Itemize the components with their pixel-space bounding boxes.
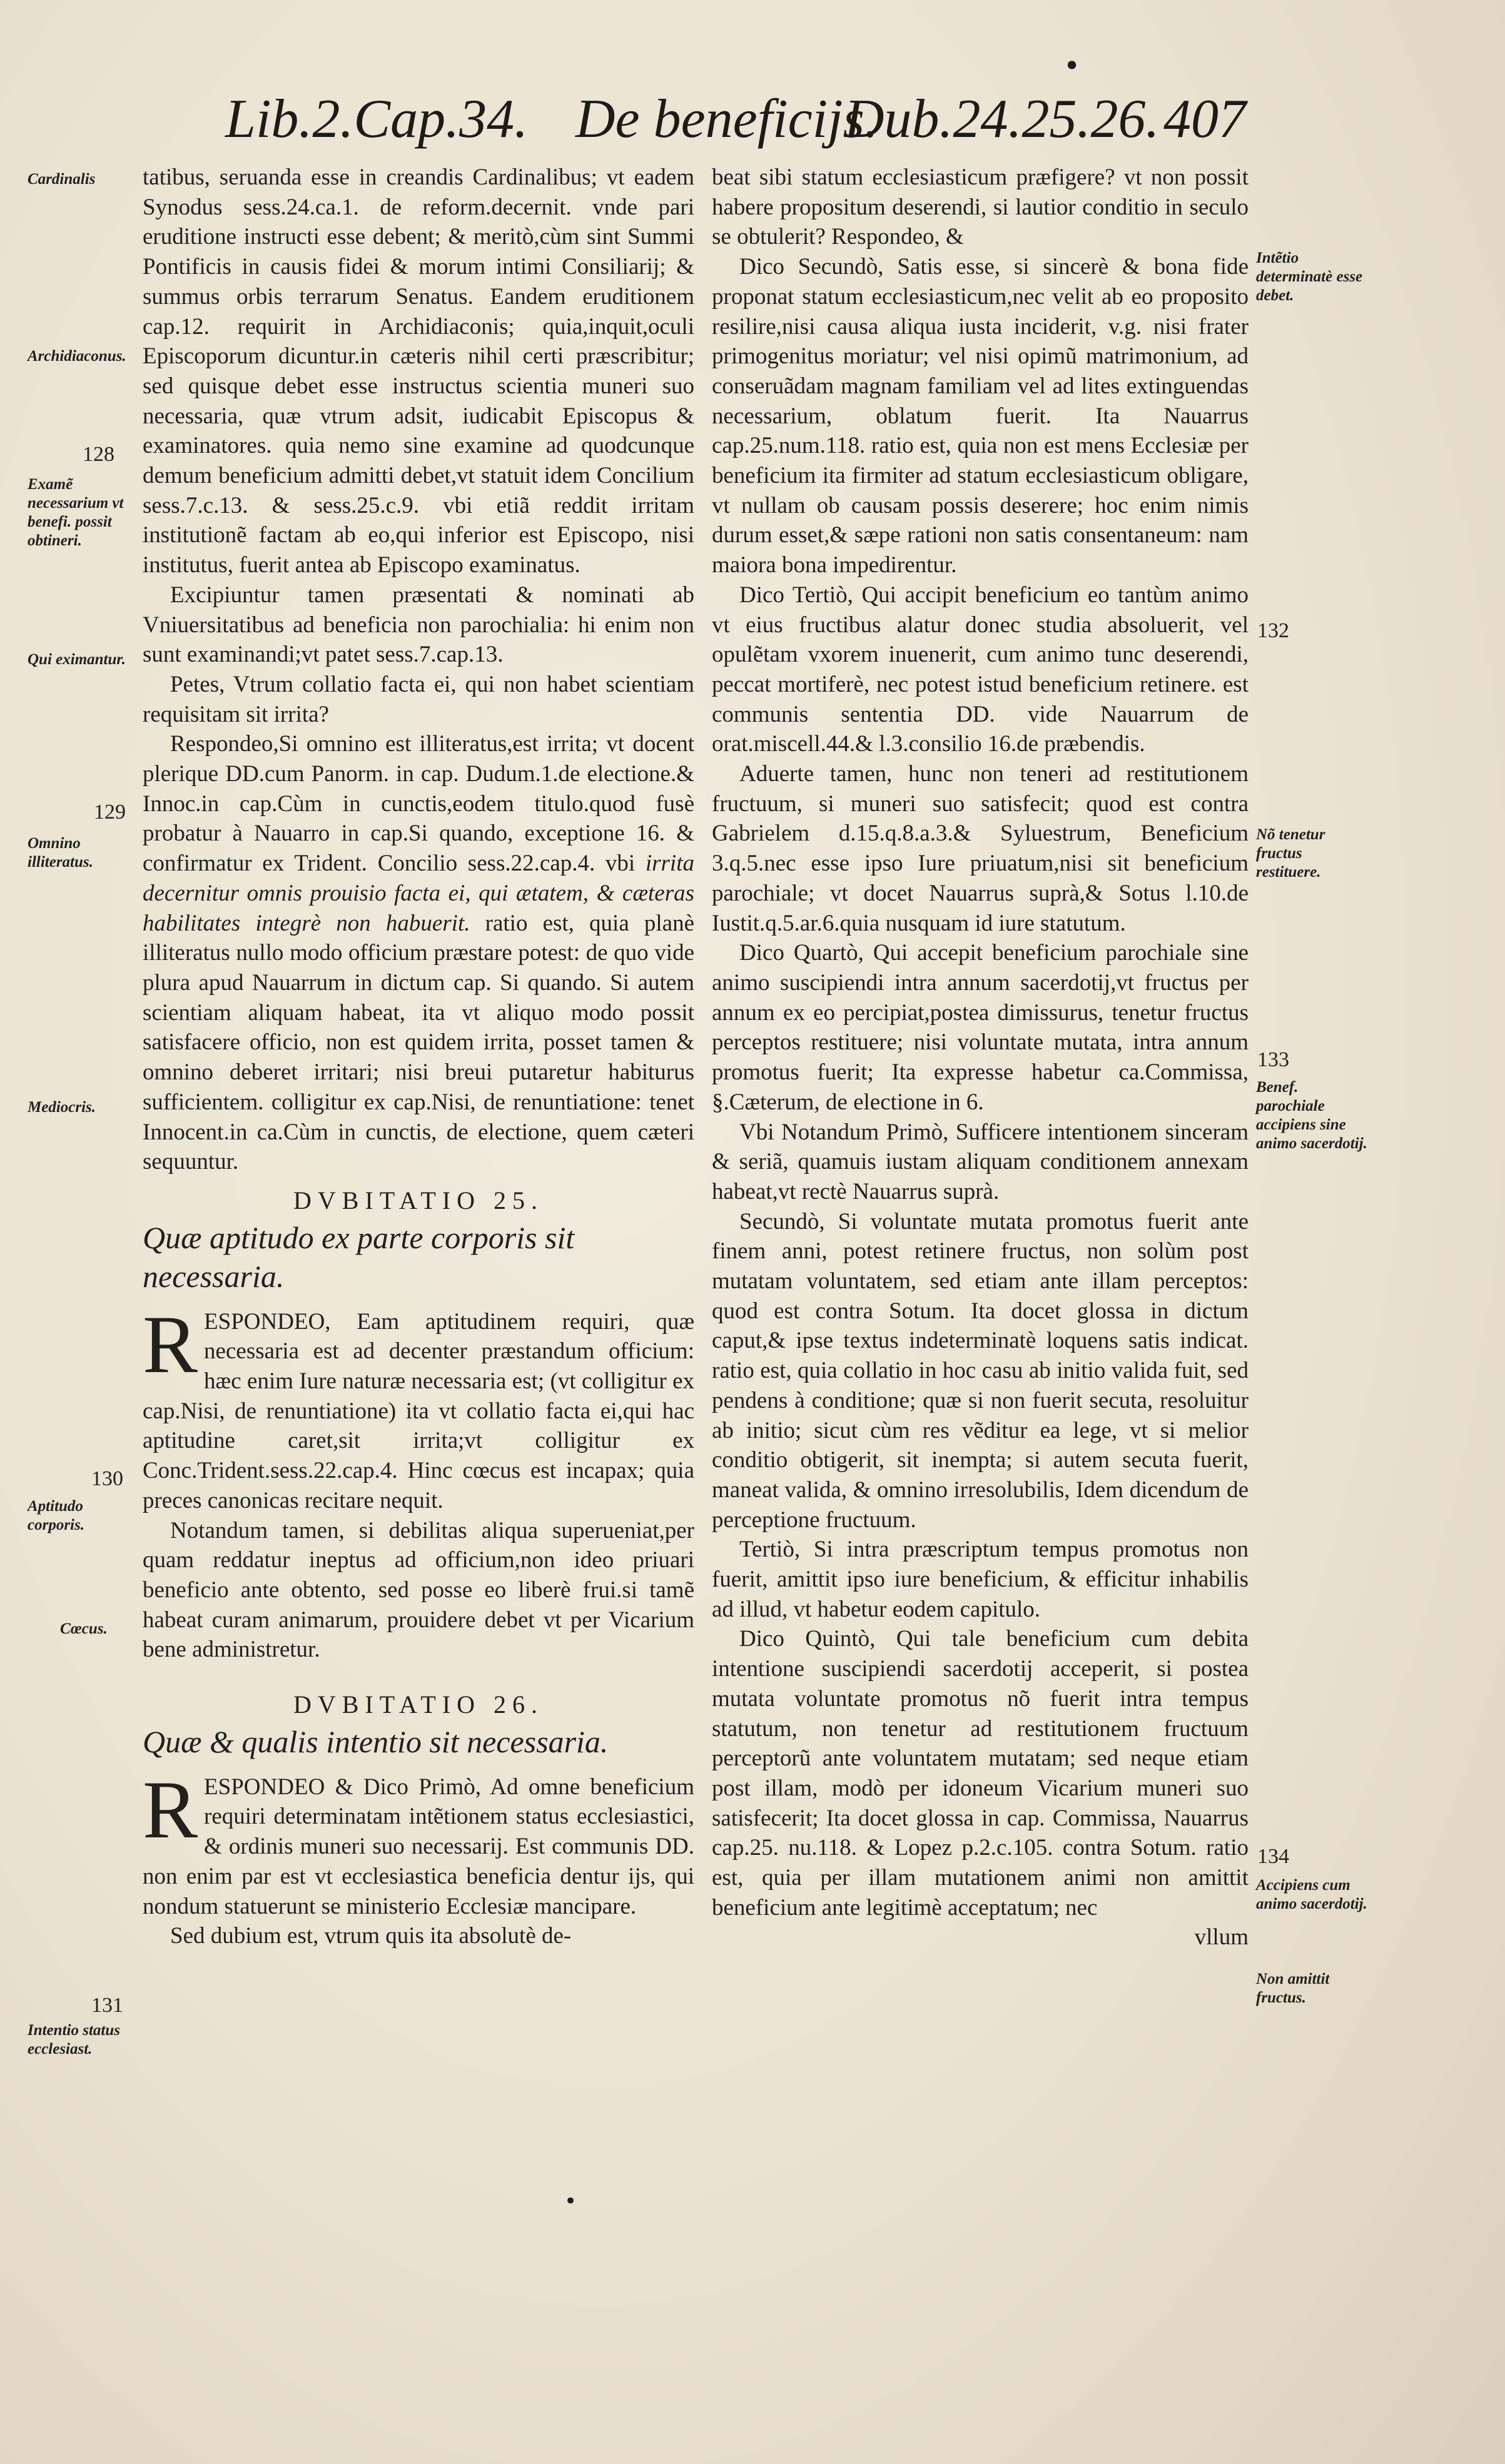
text-run: ESPONDEO, Eam aptitudinem requiri, quæ necessaria est ad decenter præstandum officium: hæc enim Iure naturæ necessaria est; (vt colligitur ex cap.Nisi, de renuntiatione) ita vt collatio facta ei,qui hac aptitudine caret,sit irrita;vt colligitur ex Conc.Trident.sess.22.cap.4. Hinc cœcus est incapax; quia preces canonicas recitare nequit. — [143, 1308, 694, 1513]
dubitatio-26-title: Quæ & qualis intentio sit necessaria. — [143, 1724, 609, 1759]
running-title: De beneficijs. — [575, 89, 878, 149]
paragraph: Dico Quintò, Qui tale beneficium cum debita intentione suscipiendi sacerdotij acceperit, si postea mutata voluntate promotus nõ fuerit intra tempus statutum, non tenetur ad restitutionem fructuum perceptorũ ante voluntatem mutatam; sed neque etiam post illam, modò per idoneum Vicarium muneri suo satisfecerit; Ita docet glossa in cap. Commissa, Nauarrus cap.25. nu.118. & Lopez p.2.c.105. contra Sotum. ratio est, quia per illam mutationem animi non amittit beneficium ante legitimè acceptatum; nec — [712, 1626, 1249, 1921]
margin-note: Qui eximantur. — [28, 651, 126, 668]
section-number: 133 — [1257, 1048, 1289, 1071]
section-number: 131 — [91, 1994, 123, 2017]
paragraph: Excipiuntur tamen præsentati & nominati ab Vniuersitatibus ad beneficia non parochialia: hi enim non sunt examinandi;vt patet sess.7.cap.13. — [143, 582, 694, 668]
paragraph: Vbi Notandum Primò, Sufficere intentionem sinceram & seriã, quamuis iustam aliquam conditionem annexam habeat,vt rectè Nauarrus suprà. — [712, 1119, 1249, 1204]
section-number: 129 — [94, 800, 126, 824]
catchword: vllum — [1194, 1924, 1249, 1951]
paragraph — [143, 1298, 694, 1516]
quotation: irrita decernitur omnis prouisio facta ei, qui ætatem, & cæteras habilitates integrè non habuerit. — [143, 851, 694, 936]
paragraph: Dico Quartò, Qui accepit beneficium parochiale sine animo suscipiendi intra annum sacerdotij,vt fructus per annum ex eo percipiat,postea dimissurus, tenetur fructus perceptos restituere; nisi voluntate mutata, intra annum promotus fuerit; Ita expresse habetur ca.Commissa, §.Cæterum, de electione in 6. — [712, 940, 1249, 1115]
margin-note: Cœcus. — [60, 1620, 108, 1637]
paragraph — [143, 729, 694, 1177]
margin-note: Mediocris. — [28, 1099, 96, 1116]
book-chapter: Lib.2.Cap.34. — [225, 89, 529, 149]
margin-note: Aptitudo corporis. — [28, 1498, 84, 1533]
margin-note: Accipiens cum animo sacerdotij. — [1256, 1877, 1367, 1912]
section-number: 134 — [1257, 1845, 1289, 1868]
text-run: ESPONDEO & Dico Primò, Ad omne beneficium requiri determinatam intẽtionem status ecclesiastici, & ordinis muneri suo necessarij. Est communis DD. non enim par est vt ecclesiastica beneficia dentur ijs, qui nondum statuerunt se ministerio Ecclesiæ mancipare. — [143, 1774, 694, 1919]
paragraph: beat sibi statum ecclesiasticum præfigere? vt non possit habere propositum deserendi, si lautior conditio in seculo se obtulerit? Respondeo, & — [712, 164, 1249, 250]
right-column — [712, 163, 1249, 1952]
margin-note: Intentio status ecclesiast. — [28, 2022, 120, 2058]
margin-note: Nõ tenetur fructus restituere. — [1256, 826, 1325, 881]
paragraph: Dico Secundò, Satis esse, si sincerè & bona fide proponat statum ecclesiasticum,nec velit ab eo proposito resilire,nisi causa aliqua iusta inciderit, v.g. nisi frater primogenitus moriatur; vel nisi opimũ matrimonium, ad conseruãdam magnam familiam vel ad lites extinguendas necessarium, oblatum fuerit. Ita Nauarrus cap.25.num.118. ratio est, quia non est mens Ecclesiæ per beneficium ita firmiter ad statum ecclesiasticum obligare, vt nullam ob causam possis deserere; hoc enim nimis durum esset,& sæpe rationi non satis consentaneum: nam maiora bona impedirentur. — [712, 254, 1249, 578]
margin-note: Non amittit fructus. — [1256, 1971, 1330, 2006]
margin-note: Benef. parochiale accipiens sine animo sacerdotij. — [1256, 1079, 1367, 1152]
text-run: Respondeo,Si omnino est illiteratus,est irrita; vt docent plerique DD.cum Panorm. in cap. Dudum.1.de electione.& Innoc.in cap.Cùm in cunctis,eodem titulo.quod fusè probatur à Nauarro in cap.Si quando, exceptione 16. & confirmatur ex Trident. Concilio sess.22.cap.4. vbi — [143, 731, 694, 877]
section-number: 132 — [1257, 619, 1289, 642]
paragraph: Sed dubium est, vtrum quis ita absolutè de- — [170, 1923, 572, 1949]
dubitatio-25-heading: DVBITATIO 25. — [293, 1186, 544, 1214]
section-number: 130 — [91, 1467, 123, 1490]
drop-cap: R — [143, 1298, 198, 1390]
paragraph: Notandum tamen, si debilitas aliqua superueniat,per quam reddatur ineptus ad officium,non ideo priuari beneficio ante obtento, sed posse eo liberè frui.si tamẽ habeat curam animarum, prouidere debet vt per Vicarium bene administretur. — [143, 1517, 694, 1663]
paragraph: Tertiò, Si intra præscriptum tempus promotus non fuerit, amittit ipso iure beneficium, & efficitur inhabilis ad illud, vt habetur eodem capitulo. — [712, 1537, 1249, 1622]
left-column — [143, 163, 694, 1951]
top-ornament: • — [1063, 49, 1081, 83]
margin-note: Archidiaconus. — [28, 348, 126, 365]
margin-note: Cardinalis — [28, 171, 96, 188]
text-run: ratio est, quia planè illiteratus nullo modo officium præstare potest: de quo vide plura apud Nauarrum in dictum cap. Si quando. Si autem scientiam aliquam habeat, ita vt aliquo modo possit satisfacere officio, non est quidem irrita, posset tamen & omnino deberet irritari; nisi breui putaretur habiturus sufficientem. colligitur ex cap.Nisi, de renuntiatione: tenet Innocent.in ca.Cùm in cunctis, de electione, quem cæteri sequuntur. — [143, 910, 695, 1175]
drop-cap: R — [143, 1763, 198, 1856]
paragraph: Aduerte tamen, hunc non teneri ad restitutionem fructuum, si muneri suo satisfecit; quod est contra Gabrielem d.15.q.8.a.3.& Syluestrum, Beneficium 3.q.5.nec esse ipso Iure priuatum,nisi sit beneficium parochiale; vt docet Nauarrus suprà,& Sotus l.10.de Iustit.q.5.ar.6.quia nusquam id iure statutum. — [712, 761, 1249, 936]
paragraph — [143, 1763, 694, 1922]
running-head — [225, 88, 1301, 156]
page-number: 407 — [1163, 89, 1246, 149]
dubitatio-26-heading: DVBITATIO 26. — [293, 1690, 544, 1719]
bottom-ornament: • — [564, 2189, 577, 2214]
dubitatio-25-title: Quæ aptitudo ex parte corporis sit necessaria. — [143, 1219, 575, 1294]
dubia-range: Dub.24.25.26. — [844, 89, 1160, 149]
paragraph: Secundò, Si voluntate mutata promotus fuerit ante finem anni, potest retinere fructus, non solùm post mutatam voluntatem, sed etiam ante illam perceptos: quod est contra Sotum. Ita docet glossa in dictum caput,& ipse textus indeterminatè loquens satis indicat. ratio est, quia collatio in hoc casu ab initio valida fuit, sed pendens à conditione; quæ si non fuerit secuta, resoluitur ab initio; sicut cùm res vẽditur ea lege, vt si melior conditio obtigerit, sit inempta; si autem secuta fuerit, maneat valida, & omnino irresolubilis, Idem dicendum de perceptione fructuum. — [712, 1208, 1249, 1533]
paragraph: Dico Tertiò, Qui accipit beneficium eo tantùm animo vt eius fructibus alatur donec studia absoluerit, vel opulẽtam vxorem inuenerit, cum animo tunc deserendi, peccat mortiferè, nec potest istud beneficium retinere. est communis sententia DD. vide Nauarrum de orat.miscell.44.& l.3.consilio 16.de præbendis. — [712, 582, 1249, 757]
section-number: 128 — [83, 443, 114, 466]
margin-note: Examẽ necessarium vt benefi. possit obtineri. — [28, 476, 124, 549]
margin-note: Intẽtio determinatè esse debet. — [1256, 250, 1363, 304]
paragraph: Petes, Vtrum collatio facta ei, qui non habet scientiam requisitam sit irrita? — [143, 671, 694, 727]
margin-note: Omnino illiteratus. — [28, 835, 93, 871]
paragraph: tatibus, seruanda esse in creandis Cardinalibus; vt eadem Synodus sess.24.ca.1. de reform.decernit. vnde pari eruditione instructi esse debent; & meritò,cùm sint Summi Pontificis in causis fidei & morum intimi Consiliarij; & summus orbis terrarum Senatus. Eandem eruditionem cap.12. requirit in Archidiaconis; quia,inquit,oculi Episcoporum dicuntur.in cæteris nihil certi præscribitur; sed quisque debet esse instructus scientia muneri suo necessaria, quæ vtrum adsit, iudicabit Episcopus & examinatores. quia nemo sine examine ad quodcunque demum beneficium admitti debet,vt statuit idem Concilium sess.7.c.13. & sess.25.c.9. vbi etiã reddit irritam institutionẽ factam ab eo,qui inferior est Episcopo, nisi institutus, fuerit antea ab Episcopo examinatus. — [143, 164, 694, 578]
